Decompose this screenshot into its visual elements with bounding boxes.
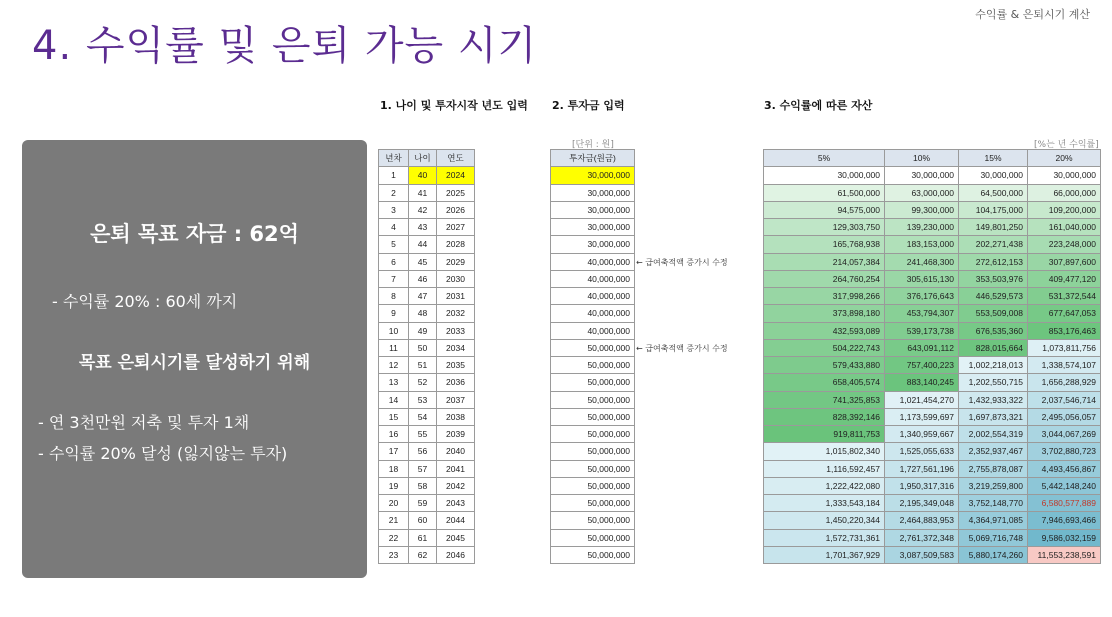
table-row	[379, 374, 475, 391]
table-cell: 677,647,053	[1028, 305, 1101, 322]
table-cell: 104,175,000	[959, 201, 1028, 218]
column-header: 10%	[885, 150, 959, 167]
table-cell: 2036	[437, 374, 475, 391]
table-cell: 2043	[437, 495, 475, 512]
table-row	[379, 391, 475, 408]
table-row	[551, 443, 635, 460]
table-row	[379, 546, 475, 563]
table-cell: 10	[379, 322, 409, 339]
table-cell: 3,087,509,583	[885, 546, 959, 563]
table-cell: 2028	[437, 236, 475, 253]
table-cell: 2,755,878,087	[959, 460, 1028, 477]
table-cell: 139,230,000	[885, 219, 959, 236]
table-cell: 531,372,544	[1028, 288, 1101, 305]
table-cell: 317,998,266	[764, 288, 885, 305]
table-cell: 757,400,223	[885, 357, 959, 374]
table-cell: 241,468,300	[885, 253, 959, 270]
table-cell: 828,392,146	[764, 408, 885, 425]
table-row	[551, 184, 635, 201]
table-cell: 1,333,543,184	[764, 495, 885, 512]
table-cell: 2045	[437, 529, 475, 546]
table-cell: 307,897,600	[1028, 253, 1101, 270]
table-cell: 853,176,463	[1028, 322, 1101, 339]
table-cell: 223,248,000	[1028, 236, 1101, 253]
table-row	[551, 529, 635, 546]
table-cell: 9	[379, 305, 409, 322]
table-cell: 40,000,000	[551, 288, 635, 305]
table-cell: 54	[409, 408, 437, 425]
table-cell: 50,000,000	[551, 357, 635, 374]
table-cell: 49	[409, 322, 437, 339]
table-cell: 1,950,317,316	[885, 477, 959, 494]
table-row	[764, 443, 1101, 460]
table-row	[764, 512, 1101, 529]
rate-note: [%는 년 수익률]	[1034, 140, 1099, 150]
table-cell: 539,173,738	[885, 322, 959, 339]
table-cell: 1,222,422,080	[764, 477, 885, 494]
table-cell: 2033	[437, 322, 475, 339]
table-cell: 149,801,250	[959, 219, 1028, 236]
table-cell: 2027	[437, 219, 475, 236]
table-cell: 446,529,573	[959, 288, 1028, 305]
table-row	[551, 546, 635, 563]
table-cell: 12	[379, 357, 409, 374]
table-cell: 919,811,753	[764, 426, 885, 443]
table-cell: 643,091,112	[885, 339, 959, 356]
table-cell: 16	[379, 426, 409, 443]
table-row	[379, 270, 475, 287]
table-row	[379, 184, 475, 201]
table-row	[551, 288, 635, 305]
table-row	[551, 495, 635, 512]
table-row	[379, 408, 475, 425]
table-cell: 3,752,148,770	[959, 495, 1028, 512]
table-cell: 5,069,716,748	[959, 529, 1028, 546]
table-cell: 1,002,218,013	[959, 357, 1028, 374]
table-cell: 45	[409, 253, 437, 270]
table-row	[764, 288, 1101, 305]
table-cell: 5	[379, 236, 409, 253]
table-cell: 30,000,000	[764, 167, 885, 184]
table-cell: 2024	[437, 167, 475, 184]
bullet-saving: - 연 3천만원 저축 및 투자 1채	[38, 413, 250, 432]
table-cell: 2,464,883,953	[885, 512, 959, 529]
table-row	[551, 201, 635, 218]
column-header: 20%	[1028, 150, 1101, 167]
table-cell: 94,575,000	[764, 201, 885, 218]
table-cell: 62	[409, 546, 437, 563]
table-row	[379, 167, 475, 184]
table-cell: 1,015,802,340	[764, 443, 885, 460]
table-cell: 2044	[437, 512, 475, 529]
table-row	[551, 460, 635, 477]
table-cell: 2042	[437, 477, 475, 494]
table-row	[764, 219, 1101, 236]
table-cell: 2034	[437, 339, 475, 356]
table-cell: 883,140,245	[885, 374, 959, 391]
table-cell: 2035	[437, 357, 475, 374]
table-row	[551, 374, 635, 391]
table-cell: 6,580,577,889	[1028, 495, 1101, 512]
table-cell: 2037	[437, 391, 475, 408]
table-cell: 373,898,180	[764, 305, 885, 322]
table-cell: 20	[379, 495, 409, 512]
table-row	[764, 426, 1101, 443]
table-row	[551, 357, 635, 374]
table-cell: 161,040,000	[1028, 219, 1101, 236]
table-cell: 579,433,880	[764, 357, 885, 374]
table-row	[764, 270, 1101, 287]
table-cell: 13	[379, 374, 409, 391]
table-cell: 272,612,153	[959, 253, 1028, 270]
table-cell: 2040	[437, 443, 475, 460]
table-cell: 5,880,174,260	[959, 546, 1028, 563]
table-cell: 1,340,959,667	[885, 426, 959, 443]
table-cell: 4,493,456,867	[1028, 460, 1101, 477]
section-investment-title: 2. 투자금 입력	[552, 99, 625, 112]
table-cell: 1,173,599,697	[885, 408, 959, 425]
table-row	[551, 512, 635, 529]
column-header: 년차	[379, 150, 409, 167]
table-cell: 50,000,000	[551, 460, 635, 477]
table-cell: 2031	[437, 288, 475, 305]
table-row	[551, 391, 635, 408]
table-cell: 183,153,000	[885, 236, 959, 253]
table-cell: 60	[409, 512, 437, 529]
table-row	[551, 477, 635, 494]
table-cell: 52	[409, 374, 437, 391]
table-row	[764, 546, 1101, 563]
table-cell: 46	[409, 270, 437, 287]
table-cell: 453,794,307	[885, 305, 959, 322]
table-row	[379, 460, 475, 477]
table-cell: 2,352,937,467	[959, 443, 1028, 460]
table-cell: 56	[409, 443, 437, 460]
top-right-caption: 수익률 & 은퇴시기 계산	[975, 8, 1090, 21]
table-row	[379, 339, 475, 356]
table-cell: 23	[379, 546, 409, 563]
table-cell: 22	[379, 529, 409, 546]
table-cell: 2,195,349,048	[885, 495, 959, 512]
table-cell: 57	[409, 460, 437, 477]
table-row	[764, 477, 1101, 494]
retirement-goal-text: 은퇴 목표 자금 : 62억	[90, 222, 299, 246]
table-row	[379, 219, 475, 236]
table-row	[379, 443, 475, 460]
table-cell: 504,222,743	[764, 339, 885, 356]
table-row	[551, 270, 635, 287]
table-cell: 44	[409, 236, 437, 253]
table-cell: 3	[379, 201, 409, 218]
table-row	[551, 219, 635, 236]
column-header: 5%	[764, 150, 885, 167]
table-cell: 66,000,000	[1028, 184, 1101, 201]
table-cell: 2030	[437, 270, 475, 287]
table-cell: 353,503,976	[959, 270, 1028, 287]
table-row	[764, 408, 1101, 425]
table-cell: 15	[379, 408, 409, 425]
table-row	[551, 167, 635, 184]
table-cell: 40,000,000	[551, 322, 635, 339]
table-cell: 30,000,000	[551, 219, 635, 236]
table-row	[379, 477, 475, 494]
table-cell: 5,442,148,240	[1028, 477, 1101, 494]
table-cell: 2,495,056,057	[1028, 408, 1101, 425]
table-cell: 30,000,000	[1028, 167, 1101, 184]
table-row	[379, 357, 475, 374]
return-rate-line: - 수익률 20% : 60세 까지	[52, 292, 238, 311]
table-row	[551, 253, 635, 270]
table-row	[764, 184, 1101, 201]
table-row	[764, 305, 1101, 322]
table-cell: 50,000,000	[551, 391, 635, 408]
table-cell: 1,525,055,633	[885, 443, 959, 460]
table-cell: 58	[409, 477, 437, 494]
table-row	[551, 408, 635, 425]
table-cell: 50,000,000	[551, 529, 635, 546]
table-row	[379, 305, 475, 322]
table-row	[764, 339, 1101, 356]
table-cell: 2,002,554,319	[959, 426, 1028, 443]
table-cell: 553,509,008	[959, 305, 1028, 322]
table-cell: 2038	[437, 408, 475, 425]
table-cell: 1,701,367,929	[764, 546, 885, 563]
table-cell: 40,000,000	[551, 305, 635, 322]
table-cell: 3,702,880,723	[1028, 443, 1101, 460]
table-cell: 30,000,000	[551, 201, 635, 218]
table-cell: 14	[379, 391, 409, 408]
table-row	[551, 305, 635, 322]
table-row	[764, 460, 1101, 477]
table-row	[764, 322, 1101, 339]
annotation-salary-2: ← 급여축적액 증가시 수정	[636, 344, 728, 353]
summary-panel	[22, 140, 367, 578]
table-cell: 6	[379, 253, 409, 270]
table-row	[551, 322, 635, 339]
table-cell: 61	[409, 529, 437, 546]
table-cell: 1,202,550,715	[959, 374, 1028, 391]
table-cell: 53	[409, 391, 437, 408]
table-cell: 1,432,933,322	[959, 391, 1028, 408]
table-row	[379, 495, 475, 512]
table-cell: 50,000,000	[551, 426, 635, 443]
table-row	[379, 426, 475, 443]
table-row	[764, 253, 1101, 270]
table-cell: 9,586,032,159	[1028, 529, 1101, 546]
table-cell: 30,000,000	[959, 167, 1028, 184]
table-row	[379, 322, 475, 339]
table-cell: 11	[379, 339, 409, 356]
section-assets-title: 3. 수익률에 따른 자산	[764, 99, 873, 112]
table-cell: 2029	[437, 253, 475, 270]
table-cell: 2,761,372,348	[885, 529, 959, 546]
table-cell: 676,535,360	[959, 322, 1028, 339]
table-row	[379, 529, 475, 546]
table-cell: 2046	[437, 546, 475, 563]
table-cell: 214,057,384	[764, 253, 885, 270]
table-cell: 30,000,000	[551, 236, 635, 253]
table-cell: 2032	[437, 305, 475, 322]
table-cell: 2	[379, 184, 409, 201]
table-cell: 1	[379, 167, 409, 184]
table-row	[551, 339, 635, 356]
table-cell: 109,200,000	[1028, 201, 1101, 218]
table-cell: 3,044,067,269	[1028, 426, 1101, 443]
table-cell: 1,073,811,756	[1028, 339, 1101, 356]
table-row	[764, 391, 1101, 408]
table-cell: 4,364,971,085	[959, 512, 1028, 529]
investment-table	[550, 149, 635, 564]
table-cell: 30,000,000	[885, 167, 959, 184]
table-cell: 11,553,238,591	[1028, 546, 1101, 563]
table-cell: 43	[409, 219, 437, 236]
section-age-title: 1. 나이 및 투자시작 년도 입력	[380, 99, 528, 112]
table-row	[379, 201, 475, 218]
achievement-heading: 목표 은퇴시기를 달성하기 위해	[78, 353, 311, 373]
table-cell: 1,572,731,361	[764, 529, 885, 546]
table-cell: 1,021,454,270	[885, 391, 959, 408]
table-cell: 50	[409, 339, 437, 356]
table-cell: 51	[409, 357, 437, 374]
table-cell: 3,219,259,800	[959, 477, 1028, 494]
table-row	[379, 288, 475, 305]
table-row	[764, 495, 1101, 512]
table-cell: 1,338,574,107	[1028, 357, 1101, 374]
column-header: 연도	[437, 150, 475, 167]
table-cell: 376,176,643	[885, 288, 959, 305]
table-cell: 18	[379, 460, 409, 477]
table-row	[551, 236, 635, 253]
table-cell: 2025	[437, 184, 475, 201]
table-cell: 21	[379, 512, 409, 529]
table-cell: 1,116,592,457	[764, 460, 885, 477]
table-cell: 2039	[437, 426, 475, 443]
table-cell: 50,000,000	[551, 477, 635, 494]
table-cell: 50,000,000	[551, 339, 635, 356]
table-cell: 658,405,574	[764, 374, 885, 391]
table-cell: 47	[409, 288, 437, 305]
table-row	[764, 236, 1101, 253]
table-row	[379, 512, 475, 529]
table-cell: 55	[409, 426, 437, 443]
table-cell: 129,303,750	[764, 219, 885, 236]
table-cell: 741,325,853	[764, 391, 885, 408]
column-header: 나이	[409, 150, 437, 167]
table-cell: 30,000,000	[551, 167, 635, 184]
table-cell: 40,000,000	[551, 253, 635, 270]
table-row	[764, 167, 1101, 184]
table-cell: 99,300,000	[885, 201, 959, 218]
table-cell: 59	[409, 495, 437, 512]
table-cell: 409,477,120	[1028, 270, 1101, 287]
unit-note: [단위 : 원]	[572, 140, 614, 150]
table-cell: 4	[379, 219, 409, 236]
table-cell: 264,760,254	[764, 270, 885, 287]
table-row	[764, 529, 1101, 546]
table-cell: 40,000,000	[551, 270, 635, 287]
table-cell: 1,450,220,344	[764, 512, 885, 529]
annotation-salary-1: ← 급여축적액 증가시 수정	[636, 258, 728, 267]
table-cell: 2026	[437, 201, 475, 218]
table-cell: 50,000,000	[551, 546, 635, 563]
table-cell: 432,593,089	[764, 322, 885, 339]
table-cell: 1,697,873,321	[959, 408, 1028, 425]
table-cell: 202,271,438	[959, 236, 1028, 253]
column-header: 15%	[959, 150, 1028, 167]
table-cell: 50,000,000	[551, 512, 635, 529]
table-cell: 7,946,693,466	[1028, 512, 1101, 529]
table-cell: 305,615,130	[885, 270, 959, 287]
table-cell: 2041	[437, 460, 475, 477]
table-cell: 64,500,000	[959, 184, 1028, 201]
table-row	[551, 426, 635, 443]
table-cell: 8	[379, 288, 409, 305]
page-title: 4. 수익률 및 은퇴 가능 시기	[32, 23, 538, 69]
table-cell: 41	[409, 184, 437, 201]
table-cell: 42	[409, 201, 437, 218]
table-row	[764, 201, 1101, 218]
table-cell: 63,000,000	[885, 184, 959, 201]
assets-table	[763, 149, 1101, 564]
table-cell: 50,000,000	[551, 374, 635, 391]
table-cell: 61,500,000	[764, 184, 885, 201]
age-year-table	[378, 149, 475, 564]
table-cell: 165,768,938	[764, 236, 885, 253]
table-cell: 50,000,000	[551, 408, 635, 425]
table-cell: 50,000,000	[551, 495, 635, 512]
column-header: 투자금(원금)	[551, 150, 635, 167]
table-cell: 828,015,664	[959, 339, 1028, 356]
table-cell: 7	[379, 270, 409, 287]
table-cell: 50,000,000	[551, 443, 635, 460]
table-cell: 30,000,000	[551, 184, 635, 201]
table-row	[764, 374, 1101, 391]
bullet-return: - 수익률 20% 달성 (잃지않는 투자)	[38, 444, 288, 463]
table-row	[379, 236, 475, 253]
table-cell: 40	[409, 167, 437, 184]
table-cell: 2,037,546,714	[1028, 391, 1101, 408]
table-cell: 1,727,561,196	[885, 460, 959, 477]
table-row	[379, 253, 475, 270]
table-cell: 19	[379, 477, 409, 494]
table-cell: 48	[409, 305, 437, 322]
table-cell: 17	[379, 443, 409, 460]
table-row	[764, 357, 1101, 374]
table-cell: 1,656,288,929	[1028, 374, 1101, 391]
